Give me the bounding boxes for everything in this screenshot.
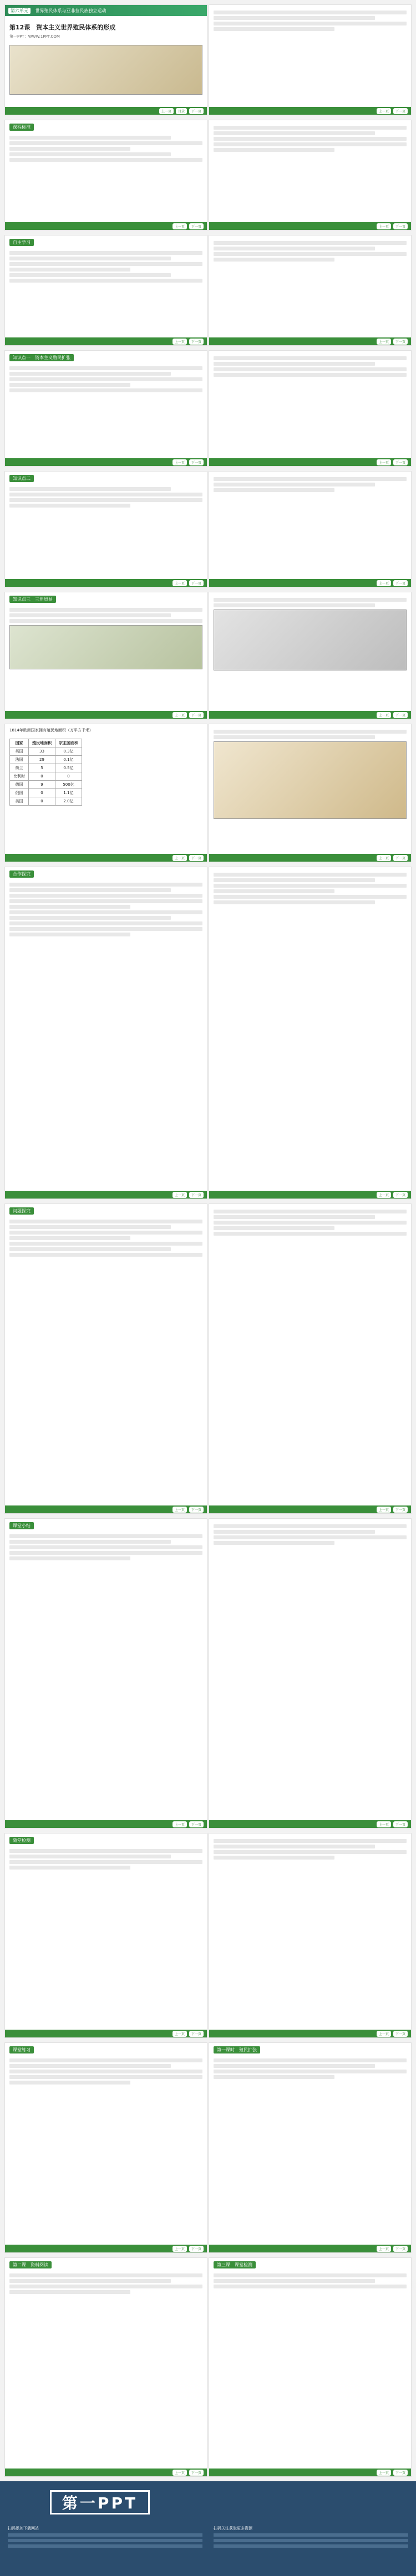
footer: [209, 711, 411, 719]
text-line: [214, 367, 407, 371]
prev-button[interactable]: 上一页: [173, 223, 187, 229]
table-header: 国家: [10, 739, 29, 747]
text-line: [214, 1221, 407, 1225]
slide-right-5: [209, 471, 412, 587]
prev-button[interactable]: 上一页: [377, 712, 391, 718]
text-line: [9, 2290, 130, 2294]
text-line: [9, 1855, 171, 1858]
text-line: [9, 2064, 171, 2068]
text-line: [214, 1530, 375, 1534]
prev-button[interactable]: 上一页: [173, 712, 187, 718]
cell: 英国: [10, 747, 29, 756]
next-button[interactable]: 下一页: [189, 108, 204, 114]
cell: 1.1亿: [55, 789, 82, 797]
cell: 荷兰: [10, 764, 29, 772]
footer: [5, 222, 207, 230]
text-line: [9, 1225, 171, 1229]
footer: [209, 1505, 411, 1513]
prev-button[interactable]: 上一页: [173, 1507, 187, 1513]
text-line: [9, 2273, 202, 2277]
text-line: [214, 362, 375, 366]
text-line: [8, 2539, 202, 2542]
text-line: [214, 258, 334, 262]
footer: [209, 2469, 411, 2476]
footer: [209, 1191, 411, 1199]
text-line: [214, 1845, 375, 1848]
text-line: [214, 252, 407, 256]
text-line: [214, 2544, 408, 2548]
prev-button[interactable]: 上一页: [377, 459, 391, 465]
text-line: [214, 22, 407, 25]
text-line: [9, 1849, 202, 1853]
text-line: [214, 11, 407, 14]
text-line: [214, 1541, 334, 1545]
cell: 比利时: [10, 772, 29, 781]
cell: 俄国: [10, 789, 29, 797]
next-button[interactable]: 下一页: [189, 580, 204, 586]
text-line: [9, 1534, 202, 1538]
text-line: [9, 504, 130, 508]
slide-tag: 自主学习: [9, 239, 34, 246]
footer: [209, 458, 411, 466]
slide-standard: [4, 120, 207, 231]
qr-label: 扫码添加下载网站: [8, 2526, 39, 2531]
text-line: [214, 598, 407, 602]
next-button[interactable]: 下一页: [189, 1507, 204, 1513]
text-line: [9, 251, 202, 255]
footer: [5, 2030, 207, 2037]
prev-button[interactable]: 上一页: [173, 580, 187, 586]
table-row: [10, 747, 82, 756]
prev-button[interactable]: 上一页: [173, 1192, 187, 1198]
text-line: [214, 137, 407, 141]
text-line: [9, 1253, 202, 1257]
text-line: [9, 372, 171, 376]
footer: [209, 222, 411, 230]
footer: [209, 107, 411, 115]
text-line: [214, 2285, 407, 2288]
table-row: [10, 789, 82, 797]
slide-tag: 第三课 课堂检测: [214, 2261, 256, 2268]
slide-cover: [4, 4, 207, 115]
prev-button[interactable]: 上一页: [173, 1821, 187, 1827]
text-line: [214, 884, 407, 888]
footer: [5, 711, 207, 719]
next-button[interactable]: 下一页: [393, 459, 408, 465]
text-line: [9, 1860, 202, 1864]
next-button[interactable]: 下一页: [189, 459, 204, 465]
text-line: [9, 2279, 171, 2283]
next-button[interactable]: 下一页: [189, 1821, 204, 1827]
text-line: [214, 1524, 407, 1528]
colony-table: [9, 739, 82, 806]
text-line: [214, 483, 375, 486]
slide-tag: 课堂练习: [9, 2046, 34, 2053]
footer: [209, 2030, 411, 2037]
cell: 2.0亿: [55, 797, 82, 806]
table-row: [10, 797, 82, 806]
next-button[interactable]: 下一页: [189, 2031, 204, 2037]
footer: [5, 1820, 207, 1828]
footer: [209, 854, 411, 862]
slide-table: [4, 724, 207, 862]
slide-tag: 知识点三 三角贸易: [9, 596, 56, 603]
text-line: [214, 2075, 334, 2079]
text-line: [9, 366, 202, 370]
cell: 0: [29, 789, 55, 797]
text-line: [214, 27, 334, 31]
prev-button[interactable]: 上一页: [173, 339, 187, 345]
prev-button[interactable]: 上一页: [377, 1507, 391, 1513]
next-button[interactable]: 下一页: [393, 339, 408, 345]
text-line: [214, 1210, 407, 1213]
text-line: [9, 905, 130, 909]
footer: [5, 579, 207, 587]
footer: [209, 1820, 411, 1828]
text-line: [214, 1839, 407, 1843]
prev-button[interactable]: 上一页: [173, 855, 187, 861]
text-line: [214, 1232, 407, 1236]
next-button[interactable]: 下一页: [189, 223, 204, 229]
text-line: [9, 498, 202, 502]
next-button[interactable]: 下一页: [189, 2246, 204, 2252]
next-button[interactable]: 下一页: [393, 2470, 408, 2476]
prev-button[interactable]: 上一页: [377, 855, 391, 861]
next-button[interactable]: 下一页: [189, 855, 204, 861]
footer: [5, 107, 207, 115]
text-line: [214, 2533, 408, 2537]
cell: 美国: [10, 797, 29, 806]
footer: [209, 579, 411, 587]
text-line: [9, 1242, 202, 1246]
next-button[interactable]: 下一页: [189, 339, 204, 345]
slide-right-8: [209, 867, 412, 1199]
footer: [5, 1191, 207, 1199]
text-line: [214, 2070, 407, 2073]
slide-knowledge-2: [4, 471, 207, 587]
slide-tag: 第一课时 殖民扩张: [214, 2046, 260, 2053]
slide-tag: 课程标准: [9, 124, 34, 131]
text-line: [9, 899, 202, 903]
text-line: [214, 148, 334, 152]
text-line: [9, 257, 171, 260]
cell: 5: [29, 764, 55, 772]
cell: 0.5亿: [55, 764, 82, 772]
cell: 德国: [10, 781, 29, 789]
next-button[interactable]: 下一页: [393, 712, 408, 718]
slide-self-study: [4, 235, 207, 346]
prev-button[interactable]: 上一页: [173, 2031, 187, 2037]
text-line: [9, 141, 202, 145]
text-line: [9, 1220, 202, 1223]
slide-right-7: [209, 724, 412, 862]
prev-button[interactable]: 上一页: [377, 1821, 391, 1827]
text-line: [9, 921, 202, 925]
text-line: [9, 933, 130, 936]
qr-column: [8, 2526, 202, 2550]
prev-button[interactable]: 上一页: [377, 2246, 391, 2252]
text-line: [9, 279, 202, 283]
text-line: [214, 131, 375, 135]
next-button[interactable]: 下一页: [393, 2031, 408, 2037]
text-line: [9, 262, 202, 266]
cover-header: [5, 5, 207, 16]
cell: 29: [29, 756, 55, 764]
next-button[interactable]: 下一页: [393, 2246, 408, 2252]
text-line: [9, 158, 202, 162]
footer: [5, 854, 207, 862]
qr-column: [214, 2526, 408, 2550]
text-line: [9, 888, 171, 892]
slide-knowledge-1: [4, 350, 207, 467]
slide-right-3: [209, 235, 412, 346]
footer: [209, 337, 411, 345]
text-line: [9, 619, 202, 623]
text-line: [9, 383, 130, 387]
prev-button[interactable]: 上一页: [377, 108, 391, 114]
slide-inquiry: [4, 867, 207, 1199]
slide-tag: 课堂小结: [9, 1522, 34, 1529]
prev-button[interactable]: 上一页: [173, 2470, 187, 2476]
footer: [5, 337, 207, 345]
bottom-banner: [0, 2481, 416, 2576]
table-row: [10, 764, 82, 772]
text-line: [214, 356, 407, 360]
text-line: [9, 1866, 130, 1870]
slide-lesson-1: [209, 2042, 412, 2253]
cell: 33: [29, 747, 55, 756]
footer: [5, 2469, 207, 2476]
text-line: [9, 388, 202, 392]
text-line: [9, 1247, 171, 1251]
text-line: [8, 2533, 202, 2537]
text-line: [9, 147, 130, 151]
cell: 法国: [10, 756, 29, 764]
text-line: [214, 16, 375, 20]
table-title: 1814年欧洲国家拥有殖民地面积（万平方千米）: [9, 728, 93, 733]
text-line: [214, 2273, 407, 2277]
text-line: [214, 126, 407, 130]
slide-summary: [4, 1518, 207, 1829]
cell: 0.1亿: [55, 756, 82, 764]
next-button[interactable]: 下一页: [393, 1821, 408, 1827]
text-line: [9, 273, 171, 277]
text-line: [9, 2285, 202, 2288]
prev-button[interactable]: 上一页: [377, 223, 391, 229]
cell: 0: [29, 772, 55, 781]
text-line: [214, 1850, 407, 1854]
text-line: [9, 2058, 202, 2062]
footer: [5, 2245, 207, 2252]
table-row: [10, 781, 82, 789]
prev-button[interactable]: 上一页: [377, 2031, 391, 2037]
cell: 9: [29, 781, 55, 789]
slide-tag: 知识点二: [9, 475, 34, 482]
text-line: [214, 247, 375, 250]
home-button[interactable]: 目录: [176, 108, 187, 114]
slide-right-4: [209, 350, 412, 467]
text-line: [214, 1215, 375, 1219]
slide-reading: [4, 2257, 207, 2477]
unit-label: 第六单元: [8, 8, 31, 14]
text-line: [214, 1856, 334, 1860]
trade-map-image: [9, 625, 202, 669]
prev-button[interactable]: 上一页: [159, 108, 174, 114]
text-line: [214, 2064, 375, 2068]
prev-button[interactable]: 上一页: [377, 2470, 391, 2476]
text-line: [9, 883, 202, 887]
text-line: [214, 1226, 334, 1230]
text-line: [214, 900, 375, 904]
lesson-title: 第12课 资本主义世界殖民体系的形成: [9, 24, 116, 31]
text-line: [9, 377, 202, 381]
text-line: [9, 1236, 130, 1240]
cover-image: [9, 45, 202, 95]
table-row: [10, 772, 82, 781]
text-line: [9, 268, 130, 272]
text-line: [9, 2075, 202, 2079]
slide-right-10: [209, 1518, 412, 1829]
text-line: [9, 493, 202, 496]
text-line: [214, 873, 407, 877]
cell: 500亿: [55, 781, 82, 789]
qr-row: [8, 2526, 408, 2550]
qr-label: 扫码关注获取更多资源: [214, 2526, 252, 2531]
slide-right-11: [209, 1833, 412, 2038]
slide-right-1: [209, 4, 412, 115]
text-line: [9, 1231, 202, 1235]
text-line: [9, 2081, 130, 2085]
cell: 0: [29, 797, 55, 806]
text-line: [214, 878, 375, 882]
next-button[interactable]: 下一页: [393, 223, 408, 229]
slide-tag: 合作探究: [9, 870, 34, 878]
prev-button[interactable]: 上一页: [377, 339, 391, 345]
next-button[interactable]: 下一页: [393, 1507, 408, 1513]
text-line: [9, 2070, 202, 2073]
table-header: 宗主国面积: [55, 739, 82, 747]
next-button[interactable]: 下一页: [393, 855, 408, 861]
unit-title: 世界殖民体系与亚非拉民族独立运动: [35, 8, 106, 13]
text-line: [214, 373, 407, 377]
text-line: [214, 735, 375, 739]
next-button[interactable]: 下一页: [189, 1192, 204, 1198]
footer: [5, 458, 207, 466]
slide-right-2: [209, 120, 412, 231]
cell: 0.3亿: [55, 747, 82, 756]
footer: [5, 1505, 207, 1513]
text-line: [214, 477, 407, 481]
table-header: 殖民地面积: [29, 739, 55, 747]
prev-button[interactable]: 上一页: [377, 580, 391, 586]
next-button[interactable]: 下一页: [393, 108, 408, 114]
slide-tag: 问题探究: [9, 1207, 34, 1215]
text-line: [9, 927, 202, 931]
next-button[interactable]: 下一页: [189, 2470, 204, 2476]
text-line: [9, 894, 202, 898]
text-line: [9, 152, 171, 156]
next-button[interactable]: 下一页: [189, 712, 204, 718]
slide-problem: [4, 1204, 207, 1514]
slide-right-9: [209, 1204, 412, 1514]
text-line: [214, 142, 407, 146]
footer: [209, 2245, 411, 2252]
text-line: [214, 730, 407, 734]
text-line: [214, 889, 334, 893]
text-line: [9, 136, 171, 140]
slide-right-6: [209, 592, 412, 719]
slide-tag: 第二课 资料阅读: [9, 2261, 52, 2268]
brand-logo: 第一PPT: [50, 2490, 150, 2514]
text-line: [9, 1545, 202, 1549]
text-line: [9, 1556, 130, 1560]
table-row: [10, 756, 82, 764]
text-line: [9, 608, 202, 612]
text-line: [214, 895, 407, 899]
slide-tag: 知识点一 资本主义殖民扩张: [9, 354, 74, 361]
text-line: [9, 916, 171, 920]
next-button[interactable]: 下一页: [393, 1192, 408, 1198]
text-line: [214, 2058, 407, 2062]
text-line: [9, 910, 202, 914]
slide-lesson-3: [209, 2257, 412, 2477]
next-button[interactable]: 下一页: [393, 580, 408, 586]
slide-tag: 随堂检测: [9, 1837, 34, 1844]
text-line: [214, 603, 375, 607]
slide-test: [4, 1833, 207, 2038]
text-line: [9, 487, 171, 491]
prev-button[interactable]: 上一页: [377, 1192, 391, 1198]
text-line: [8, 2544, 202, 2548]
text-line: [214, 1535, 407, 1539]
text-line: [214, 2539, 408, 2542]
cell: 0: [55, 772, 82, 781]
prev-button[interactable]: 上一页: [173, 459, 187, 465]
map-image: [214, 610, 407, 670]
text-line: [214, 241, 407, 245]
slide-triangle-trade: [4, 592, 207, 719]
text-line: [9, 1540, 171, 1544]
slide-practice: [4, 2042, 207, 2253]
site-text: 第一PPT：WWW.1PPT.COM: [9, 34, 60, 39]
prev-button[interactable]: 上一页: [173, 2246, 187, 2252]
text-line: [9, 613, 171, 617]
map-image: [214, 741, 407, 819]
text-line: [214, 488, 334, 492]
text-line: [214, 2279, 375, 2283]
text-line: [9, 1551, 202, 1555]
